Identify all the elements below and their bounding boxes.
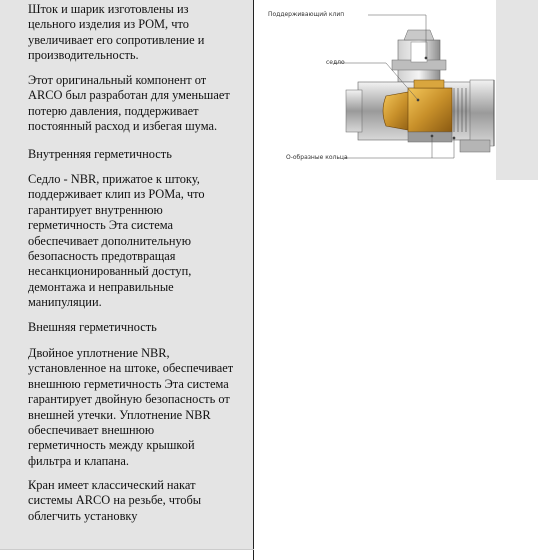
valve-cutaway-figure	[258, 0, 498, 180]
label-support-clip: Поддерживающий клип	[268, 11, 345, 18]
paragraph-internal-seal: Седло - NBR, прижатое к штоку, поддерживает клип из POMа, что гарантирует внутреннюю герметичность Эта система обеспечивает дополнительную безопасность предотвращая несанкционированный доступ, демонтажа и неправильные манипуляции.	[28, 172, 205, 310]
heading-internal-seal: Внутренняя герметичность	[28, 147, 172, 161]
paragraph-external-seal: Двойное уплотнение NBR, установленное на штоке, обеспечивает внешнюю герметичность Эта система гарантирует двойную безопасность от внешней утечки. Уплотнение NBR обеспечивает внешнюю герметичность между крышкой фильтра и клапана.	[28, 346, 234, 468]
label-seat: седло	[326, 59, 345, 66]
label-o-rings: О-образные кольца	[286, 154, 348, 161]
paragraph-material: Шток и шарик изготовлены из цельного изделия из POM, что увеличивает его сопротивление и производительность.	[28, 2, 205, 63]
paragraph-knurling: Кран имеет классический накат системы ARCO на резьбе, чтобы облегчить установку	[28, 478, 202, 523]
valve-cutaway-drawing	[258, 0, 498, 180]
figure-edge-panel	[496, 0, 538, 180]
heading-external-seal: Внешняя герметичность	[28, 320, 157, 334]
paragraph-component: Этот оригинальный компонент от ARCO был разработан для уменьшает потерю давления, поддерживает постоянный расход и избегая шума.	[28, 73, 230, 134]
bottom-rule	[0, 549, 254, 550]
